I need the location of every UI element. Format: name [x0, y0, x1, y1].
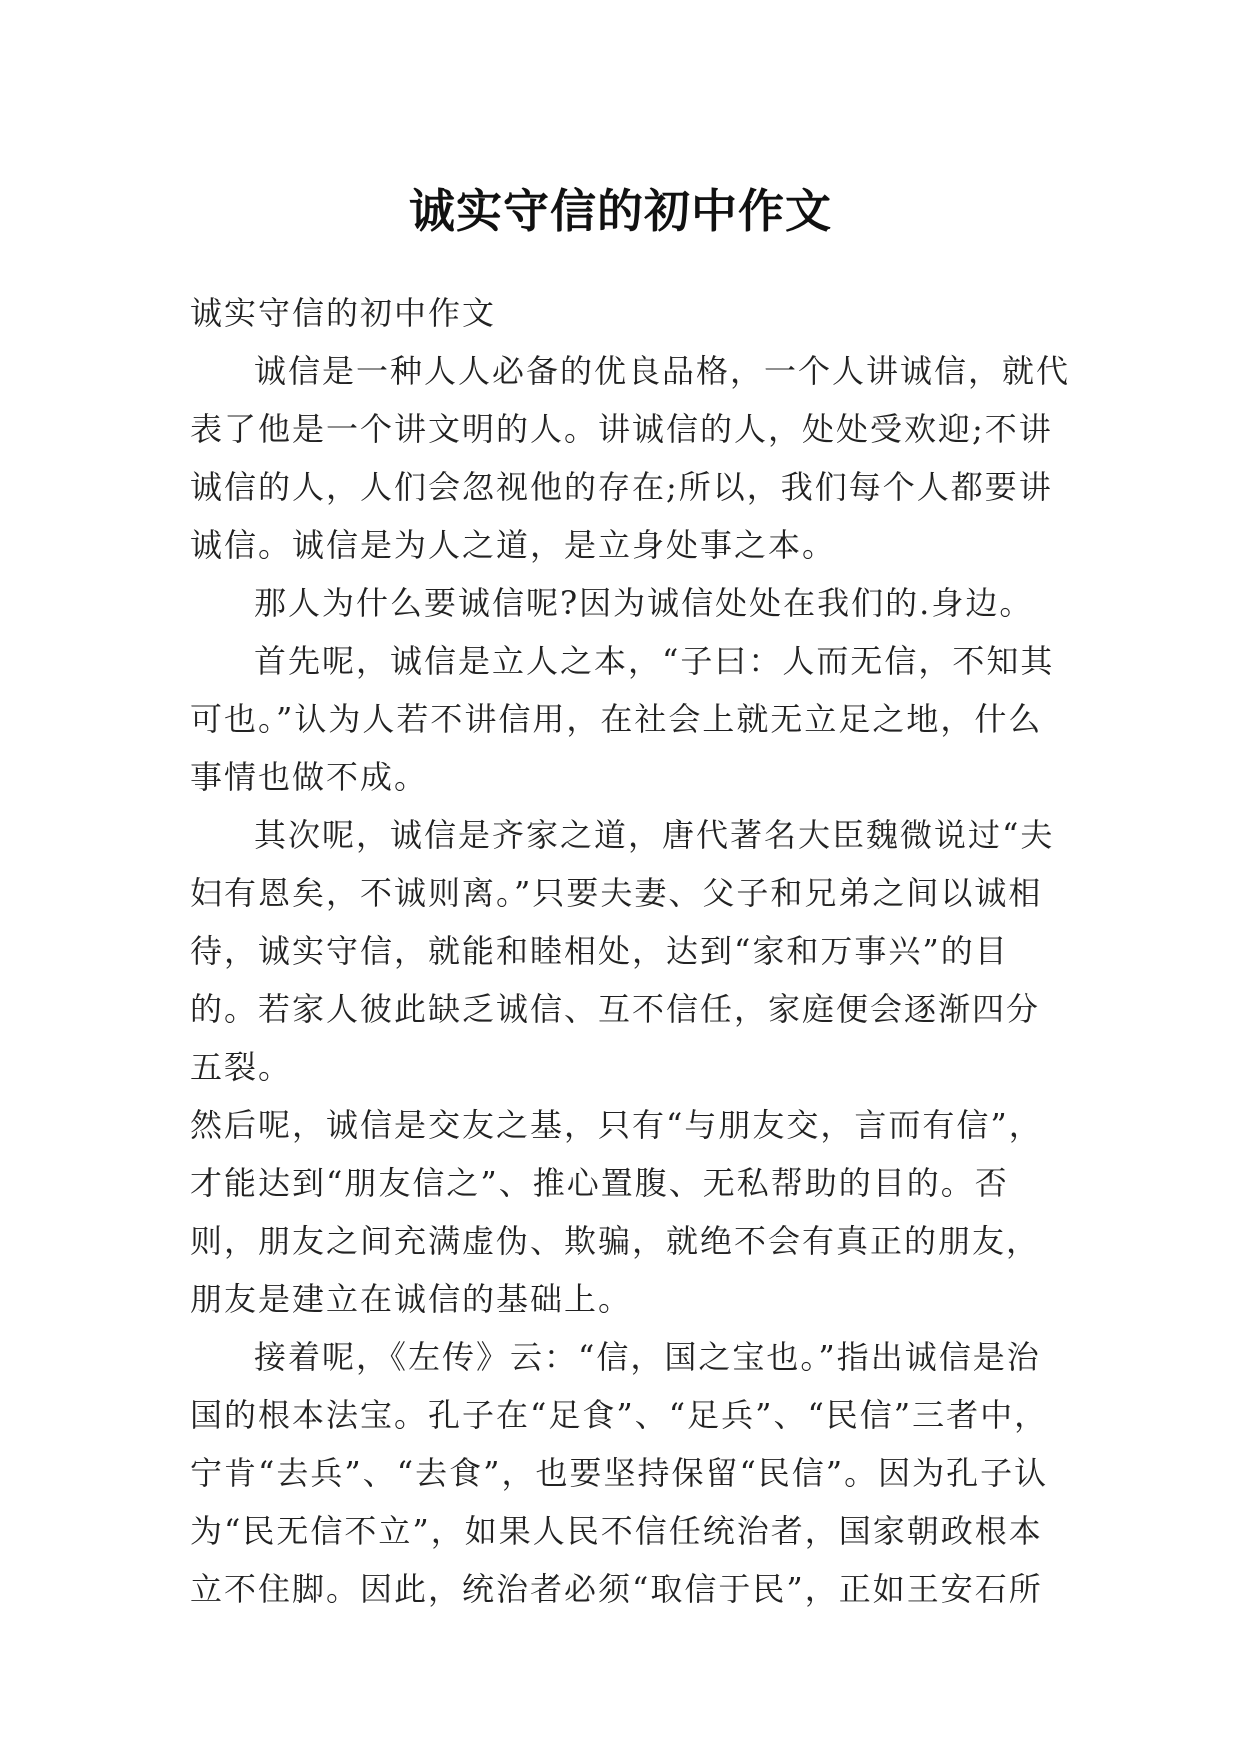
paragraph-2: 那人为什么要诚信呢?因为诚信处处在我们的.身边。: [254, 584, 1034, 622]
paragraph-1: 诚信是一种人人必备的优良品格，一个人讲诚信，就代表了他是一个讲文明的人。讲诚信的人，处处受欢迎;不讲诚信的人，人们会忽视他的存在;所以，我们每个人都要讲诚信。诚信是为人之道，是立身处事之本。: [190, 352, 1071, 564]
paragraph-3: 首先呢，诚信是立人之本，“子曰：人而无信，不知其可也。”认为人若不讲信用，在社会上就无立足之地，什么事情也做不成。: [190, 642, 1055, 796]
paragraph-6: 接着呢，《左传》云：“信，国之宝也。”指出诚信是治国的根本法宝。孔子在“足食”、“足兵”、“民信”三者中，宁肯“去兵”、“去食”，也要坚持保留“民信”。因为孔子认为“民无信不立”，如果人民不信任统治者，国家朝政根本立不住脚。因此，统治者必须“取信于民”，正如王安石所: [190, 1338, 1049, 1608]
document-body: [190, 284, 1070, 1618]
document-subtitle: 诚实守信的初中作文: [190, 294, 497, 332]
document-title: 诚实守信的初中作文: [409, 183, 832, 238]
paragraph-5: 然后呢，诚信是交友之基，只有“与朋友交，言而有信”，才能达到“朋友信之”、推心置腹、无私帮助的目的。否则，朋友之间充满虚伪、欺骗，就绝不会有真正的朋友，朋友是建立在诚信的基础上。: [190, 1106, 1043, 1318]
paragraph-4: 其次呢，诚信是齐家之道，唐代著名大臣魏微说过“夫妇有恩矣，不诚则离。”只要夫妻、父子和兄弟之间以诚相待，诚实守信，就能和睦相处，达到“家和万事兴”的目的。若家人彼此缺乏诚信、互不信任，家庭便会逐渐四分五裂。: [190, 816, 1055, 1086]
